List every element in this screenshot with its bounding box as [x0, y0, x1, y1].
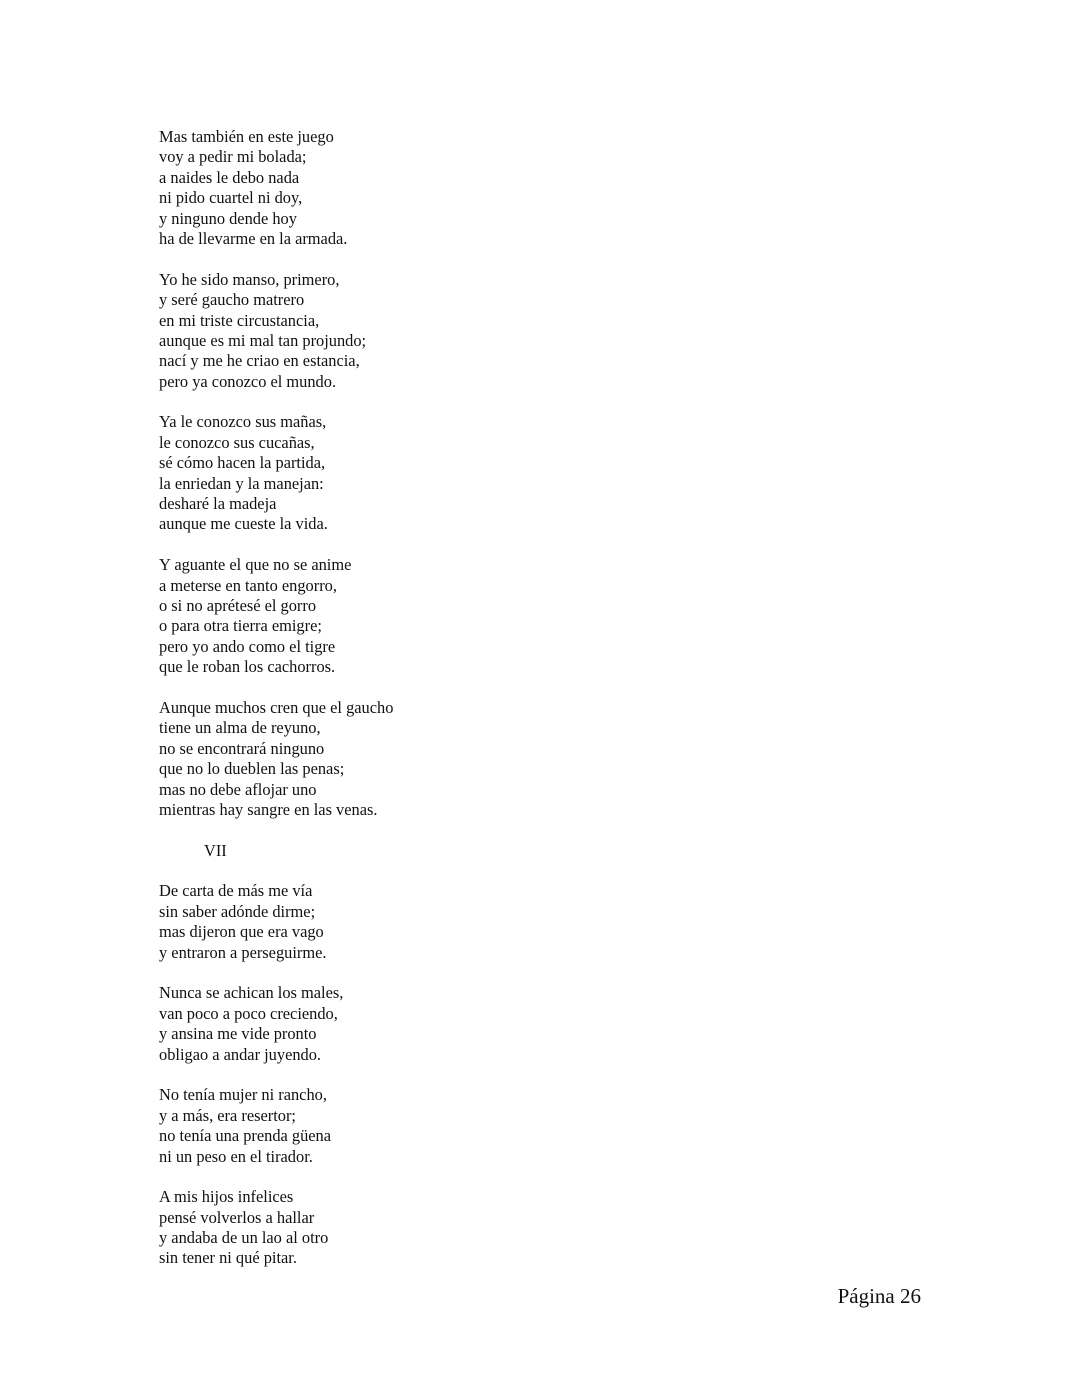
verse-line: voy a pedir mi bolada; — [159, 147, 307, 167]
verse-line: Aunque muchos cren que el gaucho — [159, 697, 394, 717]
verse-line: aunque es mi mal tan projundo; — [159, 330, 367, 350]
verse-line: o para otra tierra emigre; — [159, 616, 322, 636]
verse-line: ni pido cuartel ni doy, — [159, 188, 303, 208]
stanza — [159, 127, 759, 249]
verse-line: que no lo dueblen las penas; — [159, 759, 345, 779]
verse-line: le conozco sus cucañas, — [159, 432, 315, 452]
verse-line: que le roban los cachorros. — [159, 657, 336, 677]
verse-line: ha de llevarme en la armada. — [159, 228, 348, 248]
verse-line: ni un peso en el tirador. — [159, 1146, 313, 1166]
verse-line: sé cómo hacen la partida, — [159, 453, 326, 473]
verse-line: pero ya conozco el mundo. — [159, 371, 337, 391]
verse-line: No tenía mujer ni rancho, — [159, 1085, 327, 1105]
verse-line: y ansina me vide pronto — [159, 1024, 317, 1044]
poem-body — [159, 127, 759, 1289]
verse-line: o si no aprétesé el gorro — [159, 595, 317, 615]
verse-line: la enriedan y la manejan: — [159, 473, 324, 493]
verse-line: Yo he sido manso, primero, — [159, 269, 340, 289]
verse-line: tiene un alma de reyuno, — [159, 718, 321, 738]
verse-line: Mas también en este juego — [159, 127, 334, 146]
verse-line: y ninguno dende hoy — [159, 208, 297, 228]
verse-line: y andaba de un lao al otro — [159, 1228, 329, 1248]
page-number: Página 26 — [837, 1284, 921, 1308]
verse-line: Nunca se achican los males, — [159, 983, 344, 1003]
verse-line: no se encontrará ninguno — [159, 738, 325, 758]
verse-line: nací y me he criao en estancia, — [159, 351, 360, 371]
verse-line: mas dijeron que era vago — [159, 922, 324, 942]
verse-line: mientras hay sangre en las venas. — [159, 799, 378, 819]
section-heading: VII — [204, 840, 227, 860]
verse-line: desharé la madeja — [159, 494, 277, 514]
verse-line: A mis hijos infelices — [159, 1187, 294, 1207]
verse-line: aunque me cueste la vida. — [159, 514, 328, 534]
verse-line: sin tener ni qué pitar. — [159, 1248, 297, 1268]
verse-line: van poco a poco creciendo, — [159, 1003, 338, 1023]
verse-line: De carta de más me vía — [159, 881, 313, 901]
verse-line: a meterse en tanto engorro, — [159, 575, 337, 595]
verse-line: mas no debe aflojar uno — [159, 779, 317, 799]
stanza — [159, 881, 759, 963]
stanza — [159, 270, 759, 392]
verse-line: y seré gaucho matrero — [159, 290, 305, 310]
verse-line: Ya le conozco sus mañas, — [159, 412, 327, 432]
verse-line: pero yo ando como el tigre — [159, 636, 336, 656]
verse-line: en mi triste circustancia, — [159, 310, 320, 330]
verse-line: y entraron a perseguirme. — [159, 942, 327, 962]
verse-line: obligao a andar juyendo. — [159, 1044, 322, 1064]
stanza — [159, 412, 759, 534]
stanza — [159, 698, 759, 820]
verse-line: pensé volverlos a hallar — [159, 1207, 315, 1227]
verse-line: y a más, era resertor; — [159, 1105, 296, 1125]
stanza — [159, 1187, 759, 1269]
verse-line: no tenía una prenda güena — [159, 1126, 332, 1146]
stanza — [159, 1085, 759, 1167]
verse-line: sin saber adónde dirme; — [159, 901, 316, 921]
stanza — [159, 555, 759, 677]
stanza — [159, 983, 759, 1065]
verse-line: a naides le debo nada — [159, 167, 300, 187]
verse-line: Y aguante el que no se anime — [159, 555, 352, 575]
